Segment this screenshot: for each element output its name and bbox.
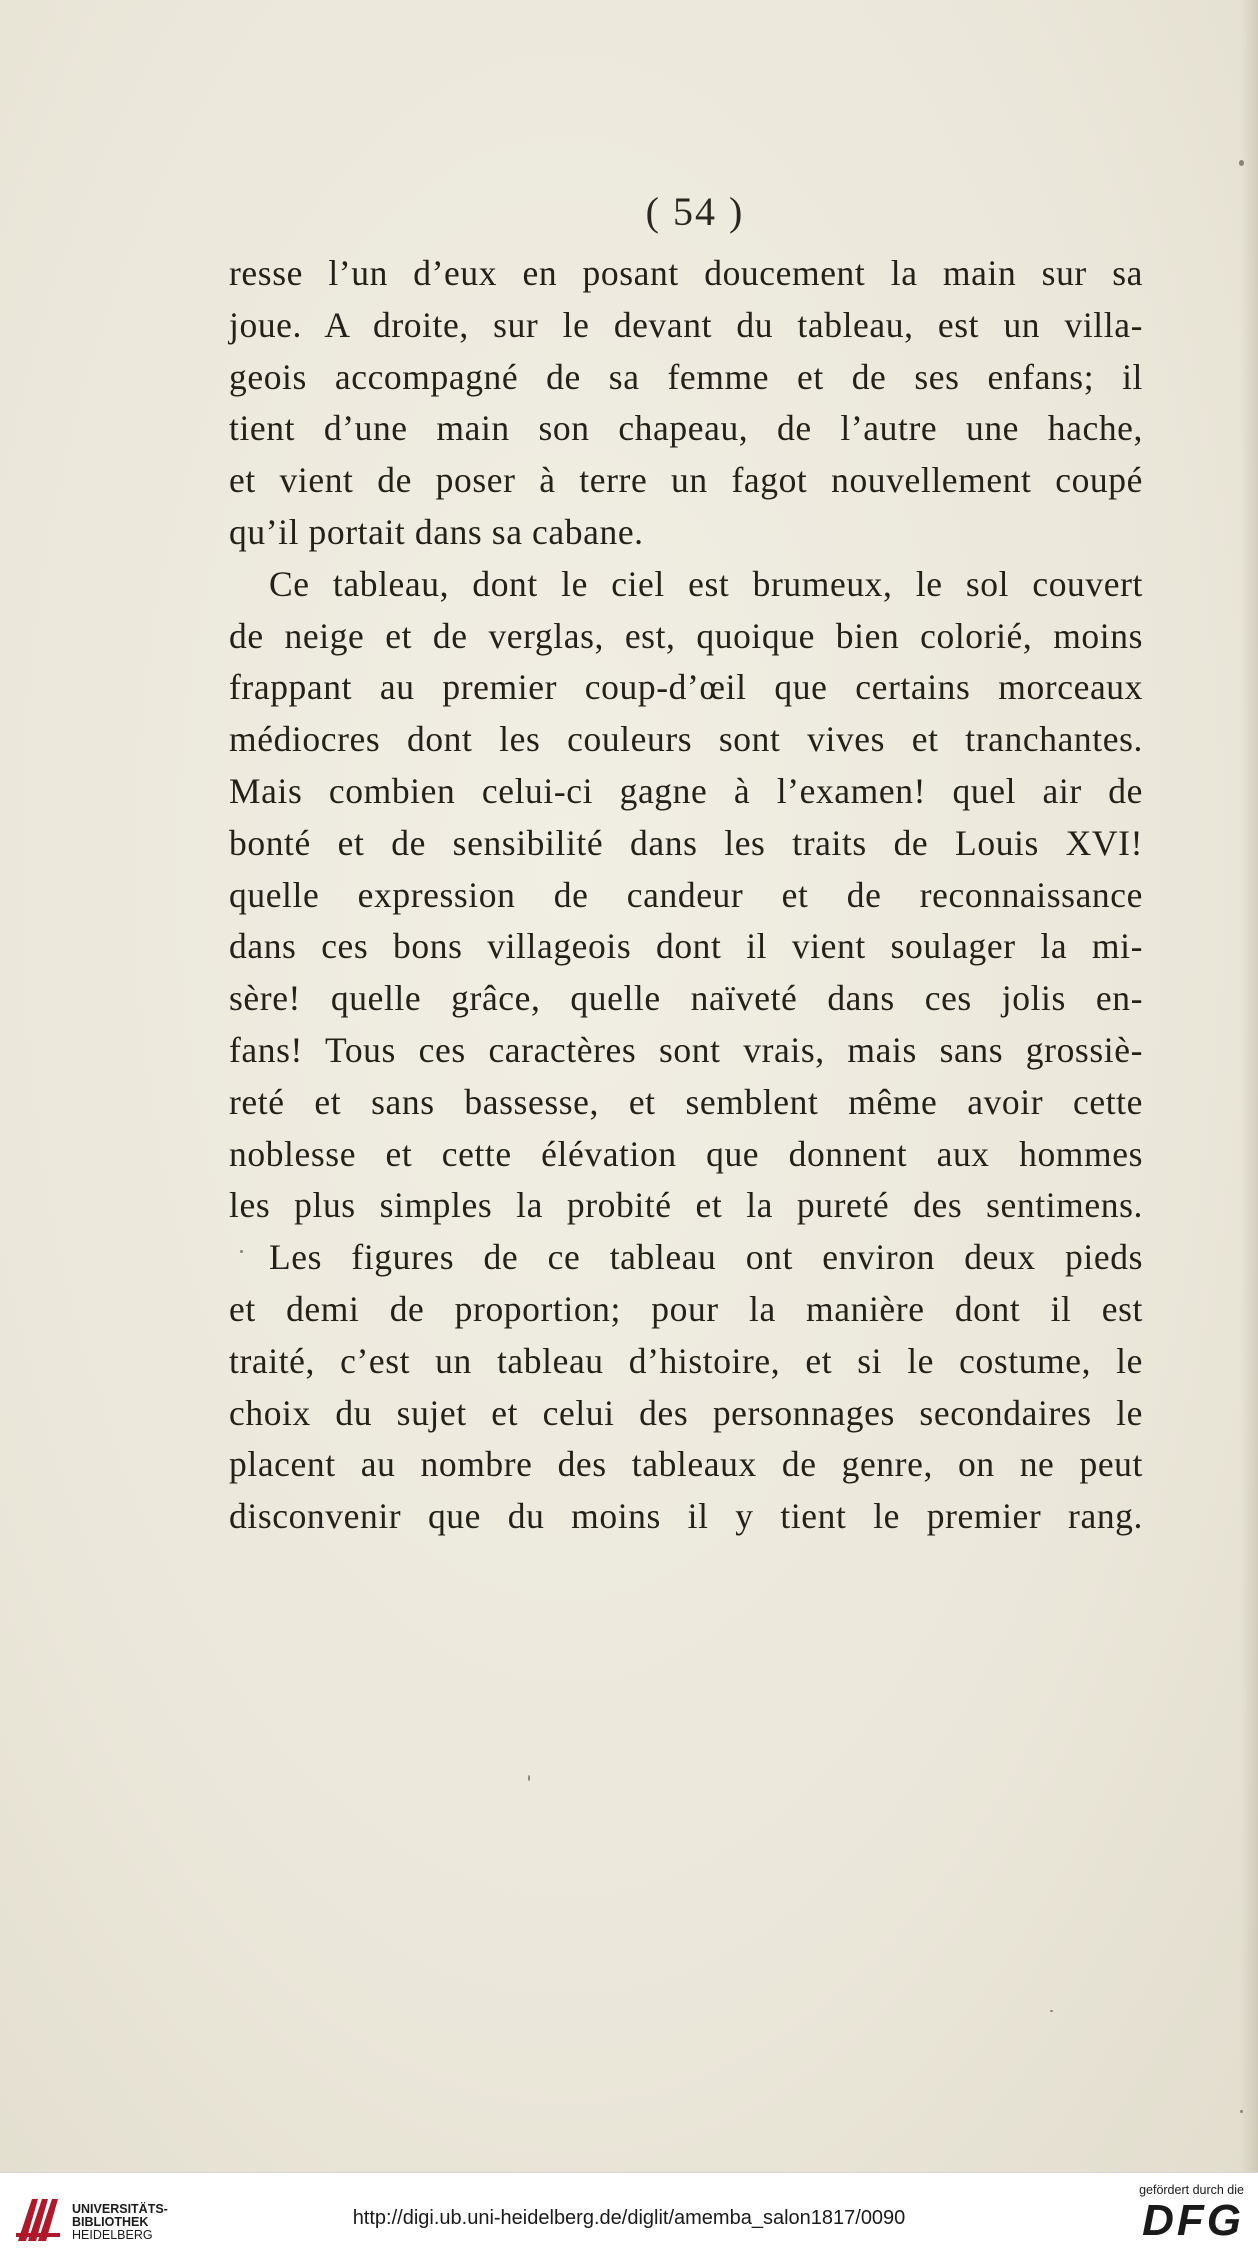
text-line: de neige et de verglas, est, quoique bien colorié, moins bbox=[229, 615, 1143, 656]
text-line: et vient de poser à terre un fagot nouvellement coupé bbox=[229, 460, 1143, 501]
paper-speck bbox=[240, 1250, 243, 1253]
text-line: dans ces bons villageois dont il vient soulager la mi- bbox=[229, 926, 1143, 967]
text-line: fans! Tous ces caractères sont vrais, mais sans grossiè- bbox=[229, 1029, 1143, 1070]
text-line: Les figures de ce tableau ont environ deux pieds bbox=[269, 1237, 1143, 1278]
paper-speck bbox=[1050, 2010, 1053, 2012]
text-line: placent au nombre des tableaux de genre, on ne peut bbox=[229, 1444, 1143, 1485]
page-edge-shadow bbox=[1240, 0, 1258, 2172]
text-line: médiocres dont les couleurs sont vives et tranchantes. bbox=[229, 719, 1143, 760]
body-text bbox=[229, 248, 1143, 1543]
library-name-line-2: BIBLIOTHEK bbox=[72, 2215, 149, 2229]
library-name-line-3: HEIDELBERG bbox=[72, 2228, 153, 2242]
text-line: choix du sujet et celui des personnages secondaires le bbox=[229, 1392, 1143, 1433]
text-line: traité, c’est un tableau d’histoire, et si le costume, le bbox=[229, 1340, 1143, 1381]
text-line: reté et sans bassesse, et semblent même avoir cette bbox=[229, 1081, 1143, 1122]
text-line: tient d’une main son chapeau, de l’autre une hache, bbox=[229, 408, 1143, 449]
dfg-caption: gefördert durch die bbox=[1139, 2183, 1244, 2197]
paper-speck bbox=[1240, 2110, 1243, 2113]
text-line: noblesse et cette élévation que donnent aux hommes bbox=[229, 1133, 1143, 1174]
page-number: ( 54 ) bbox=[645, 189, 745, 234]
dfg-funding-logo[interactable] bbox=[1094, 2183, 1244, 2255]
text-line: joue. A droite, sur le devant du tableau, est un villa- bbox=[229, 304, 1143, 345]
text-line: sère! quelle grâce, quelle naïveté dans ces jolis en- bbox=[229, 978, 1143, 1019]
paper-speck bbox=[1239, 160, 1244, 166]
text-line: disconvenir que du moins il y tient le premier rang. bbox=[229, 1496, 1143, 1537]
permalink-url[interactable]: http://digi.ub.uni-heidelberg.de/diglit/amemba_salon1817/0090 bbox=[352, 2207, 906, 2229]
text-line: geois accompagné de sa femme et de ses enfans; il bbox=[229, 356, 1143, 397]
text-line: les plus simples la probité et la pureté des sentimens. bbox=[229, 1185, 1143, 1226]
text-line: frappant au premier coup-d’œil que certains morceaux bbox=[229, 667, 1143, 708]
dfg-wordmark: DFG bbox=[1142, 2196, 1244, 2245]
library-name-line-1: UNIVERSITÄTS- bbox=[72, 2202, 168, 2216]
text-line: Ce tableau, dont le ciel est brumeux, le sol couvert bbox=[269, 563, 1143, 604]
text-line: quelle expression de candeur et de reconnaissance bbox=[229, 874, 1143, 915]
text-line: qu’il portait dans sa cabane. bbox=[229, 511, 644, 552]
text-line: bonté et de sensibilité dans les traits de Louis XVI! bbox=[229, 822, 1143, 863]
text-line: et demi de proportion; pour la manière dont il est bbox=[229, 1288, 1143, 1329]
viewer-footer bbox=[0, 2172, 1258, 2262]
text-line: resse l’un d’eux en posant doucement la main sur sa bbox=[229, 253, 1143, 293]
text-line: Mais combien celui-ci gagne à l’examen! quel air de bbox=[229, 770, 1143, 811]
paper-speck bbox=[528, 1775, 530, 1781]
